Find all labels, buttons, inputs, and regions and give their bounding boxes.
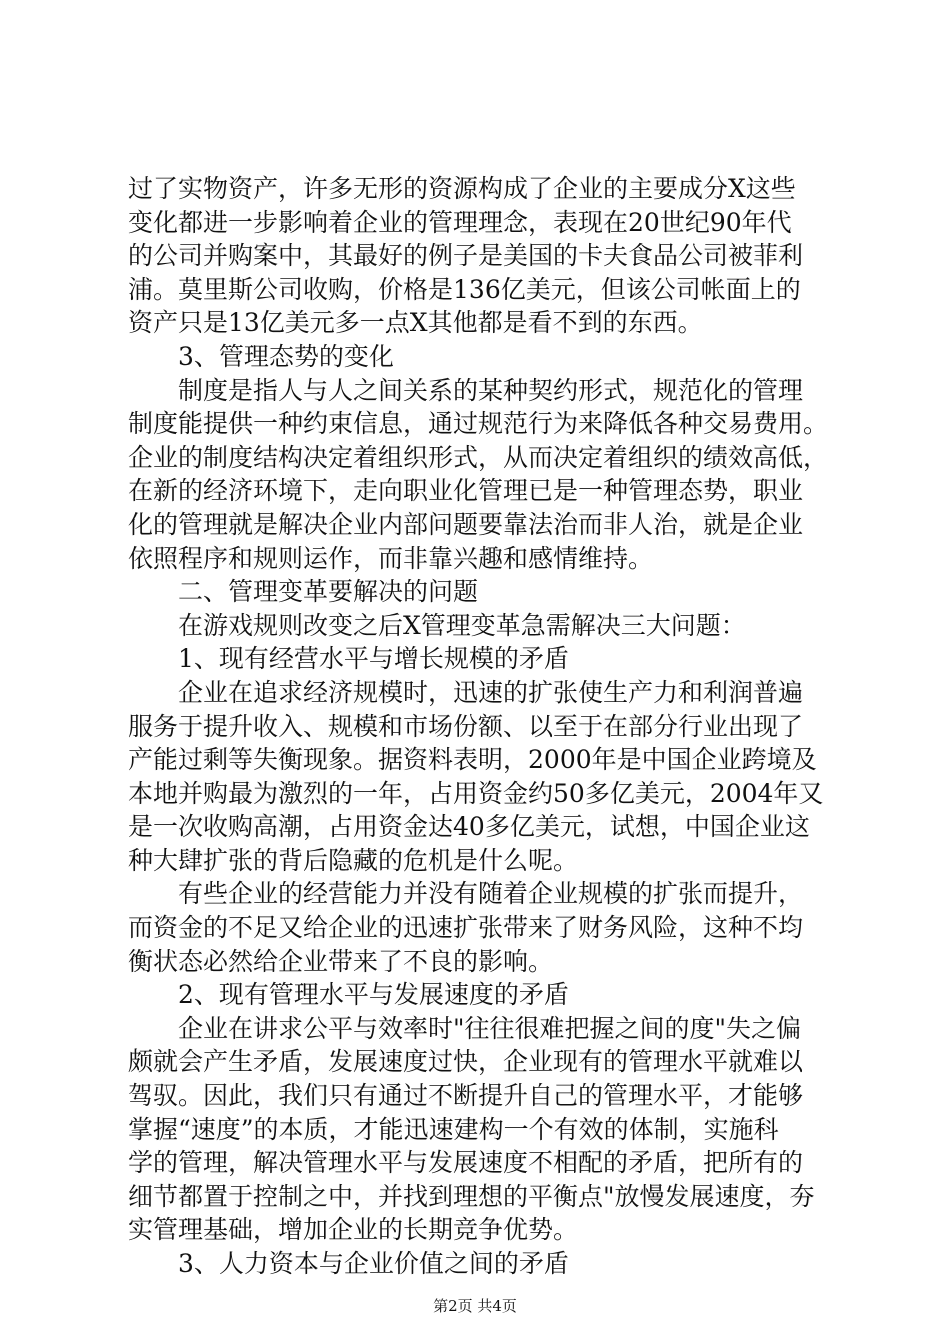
text-line: 资产只是13亿美元多一点X其他都是看不到的东西。 [128, 308, 703, 338]
text-line: 驾驭。因此，我们只有通过不断提升自己的管理水平，才能够 [128, 1081, 804, 1111]
text-line: 的公司并购案中，其最好的例子是美国的卡夫食品公司被菲利 [128, 241, 804, 271]
text-line: 细节都置于控制之中，并找到理想的平衡点"放慢发展速度，夯 [128, 1181, 815, 1211]
text-line: 浦。莫里斯公司收购，价格是136亿美元，但该公司帐面上的 [128, 274, 801, 304]
section-heading: 2、现有管理水平与发展速度的矛盾 [178, 980, 569, 1010]
text-line: 服务于提升收入、规模和市场份额、以至于在部分行业出现了 [128, 711, 804, 741]
text-line: 在游戏规则改变之后X管理变革急需解决三大问题： [178, 610, 746, 640]
text-line: 变化都进一步影响着企业的管理理念，表现在20世纪90年代 [128, 207, 792, 237]
text-line: 在新的经济环境下，走向职业化管理已是一种管理态势，职业 [128, 476, 804, 506]
text-line: 本地并购最为激烈的一年，占用资金约50多亿美元，2004年又 [128, 778, 824, 808]
section-heading: 二、管理变革要解决的问题 [178, 577, 479, 607]
text-line: 企业在追求经济规模时，迅速的扩张使生产力和利润普遍 [178, 677, 804, 707]
text-line: 企业在讲求公平与效率时"往往很难把握之间的度"失之偏 [178, 1013, 802, 1043]
text-line: 衡状态必然给企业带来了不良的影响。 [128, 946, 554, 976]
text-line: 颇就会产生矛盾，发展速度过快，企业现有的管理水平就难以 [128, 1047, 804, 1077]
section-heading: 3、管理态势的变化 [178, 341, 394, 371]
text-line: 有些企业的经营能力并没有随着企业规模的扩张而提升， [178, 879, 804, 909]
text-line: 掌握“速度”的本质，才能迅速建构一个有效的体制，实施科 [128, 1114, 779, 1144]
text-line: 制度能提供一种约束信息，通过规范行为来降低各种交易费用。 [128, 409, 829, 439]
text-line: 而资金的不足又给企业的迅速扩张带来了财务风险，这种不均 [128, 913, 804, 943]
text-line: 是一次收购高潮，占用资金达40多亿美元，试想，中国企业这 [128, 812, 810, 842]
text-line: 化的管理就是解决企业内部问题要靠法治而非人治，就是企业 [128, 509, 804, 539]
text-line: 企业的制度结构决定着组织形式，从而决定着组织的绩效高低， [128, 442, 829, 472]
text-line: 种大肆扩张的背后隐藏的危机是什么呢。 [128, 845, 579, 875]
document-body [128, 172, 840, 1281]
text-line: 依照程序和规则运作，而非靠兴趣和感情维持。 [128, 543, 654, 573]
section-heading: 1、现有经营水平与增长规模的矛盾 [178, 644, 569, 674]
text-line: 实管理基础，增加企业的长期竞争优势。 [128, 1215, 579, 1245]
text-line: 产能过剩等失衡现象。据资料表明，2000年是中国企业跨境及 [128, 745, 817, 775]
text-line: 过了实物资产，许多无形的资源构成了企业的主要成分X这些 [128, 174, 796, 203]
page-footer: 第2页 共4页 [433, 1297, 517, 1315]
text-line: 学的管理，解决管理水平与发展速度不相配的矛盾，把所有的 [128, 1148, 804, 1178]
text-line: 制度是指人与人之间关系的某种契约形式，规范化的管理 [178, 375, 804, 405]
section-heading: 3、人力资本与企业价值之间的矛盾 [178, 1249, 569, 1278]
